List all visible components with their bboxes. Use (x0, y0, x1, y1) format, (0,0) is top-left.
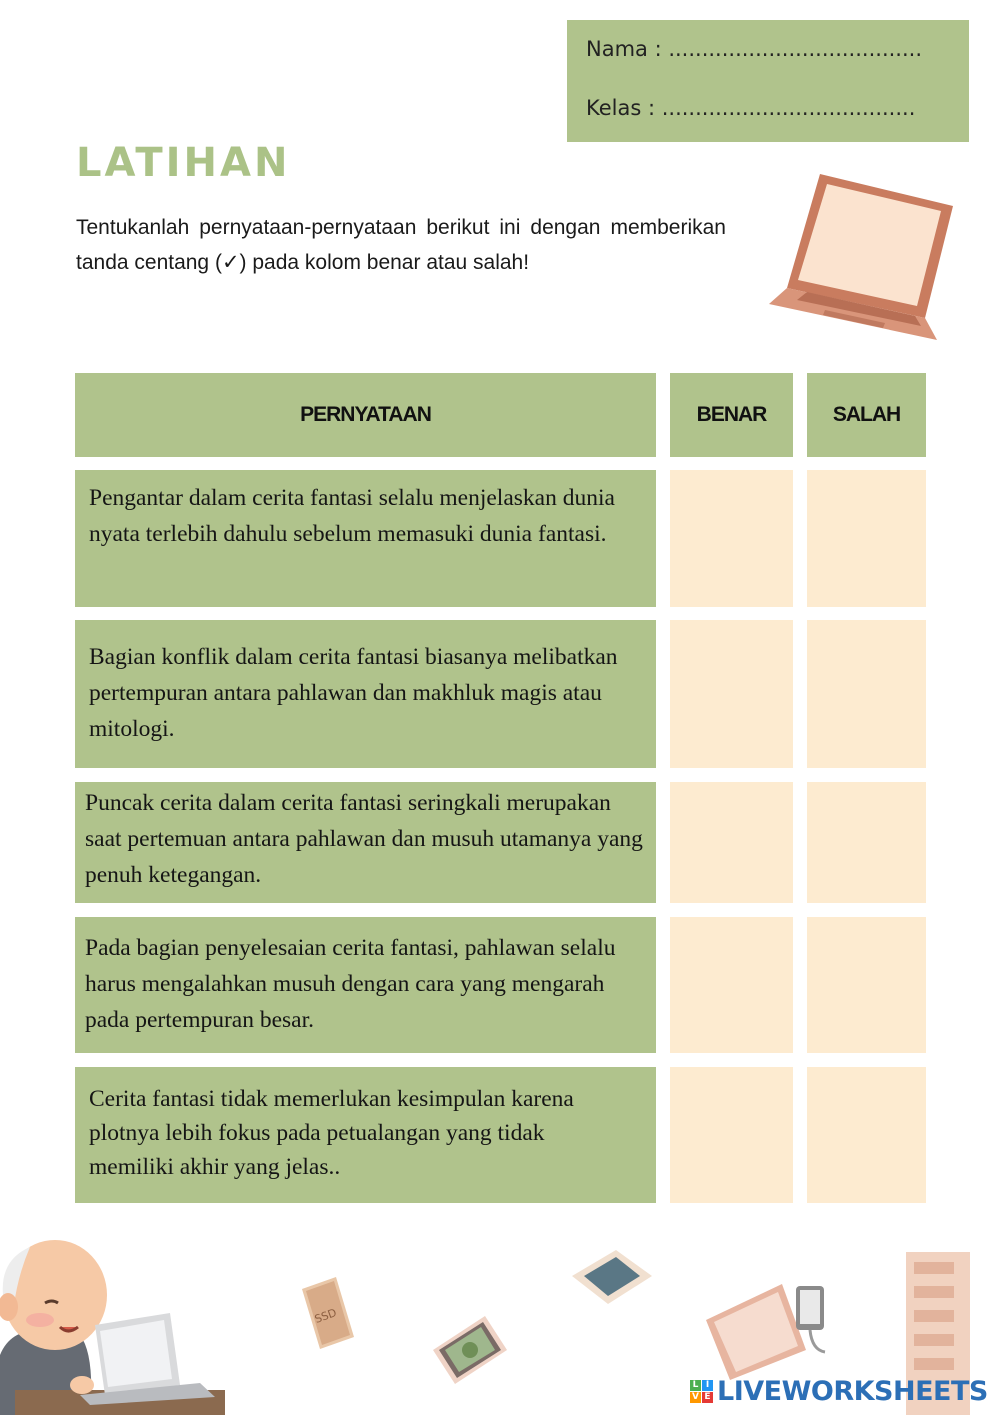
liveworksheets-logo (690, 1372, 988, 1410)
ssd-icon (296, 1275, 358, 1353)
laptop-phone-icon (700, 1280, 840, 1385)
class-field[interactable]: Kelas : ...................................... (586, 96, 916, 120)
answer-false-3[interactable] (807, 782, 926, 903)
answer-false-4[interactable] (807, 917, 926, 1053)
answer-false-2[interactable] (807, 620, 926, 768)
brand-text: LIVEWORKSHEETS (717, 1375, 988, 1407)
answer-true-5[interactable] (670, 1067, 793, 1203)
ssd-label: SSD (312, 1306, 339, 1326)
statement-3: Puncak cerita dalam cerita fantasi seringkali merupakan saat pertemuan antara pahlawan dan musuh utamanya yang penuh ketegangan. (75, 782, 656, 903)
answer-false-5[interactable] (807, 1067, 926, 1203)
answer-true-4[interactable] (670, 917, 793, 1053)
header-statement: PERNYATAAN (75, 373, 656, 457)
answer-true-1[interactable] (670, 470, 793, 607)
name-field[interactable]: Nama : ...................................... (586, 37, 922, 61)
statement-5: Cerita fantasi tidak memerlukan kesimpulan karena plotnya lebih fokus pada petualangan yang tidak memiliki akhir yang jelas.. (75, 1067, 656, 1203)
old-man-with-laptop-icon (0, 1235, 230, 1415)
student-info-box (567, 20, 969, 142)
header-false: SALAH (807, 373, 926, 457)
statement-1: Pengantar dalam cerita fantasi selalu menjelaskan dunia nyata terlebih dahulu sebelum memasuki dunia fantasi. (75, 470, 656, 607)
answer-false-1[interactable] (807, 470, 926, 607)
page-title: LATIHAN (76, 140, 291, 186)
smartphone-icon (425, 1310, 515, 1390)
answer-true-2[interactable] (670, 620, 793, 768)
header-true: BENAR (670, 373, 793, 457)
tablet-icon (570, 1248, 655, 1308)
answer-true-3[interactable] (670, 782, 793, 903)
laptop-icon (765, 170, 955, 345)
statement-2: Bagian konflik dalam cerita fantasi biasanya melibatkan pertempuran antara pahlawan dan makhluk magis atau mitologi. (75, 620, 656, 768)
instructions: Tentukanlah pernyataan-pernyataan berikut ini dengan memberikan tanda centang (✓) pada kolom benar atau salah! (76, 216, 726, 274)
statement-4: Pada bagian penyelesaian cerita fantasi, pahlawan selalu harus mengalahkan musuh dengan cara yang mengarah pada pertempuran besar. (75, 917, 656, 1053)
brand-badge-icon: L I V E (690, 1380, 713, 1403)
